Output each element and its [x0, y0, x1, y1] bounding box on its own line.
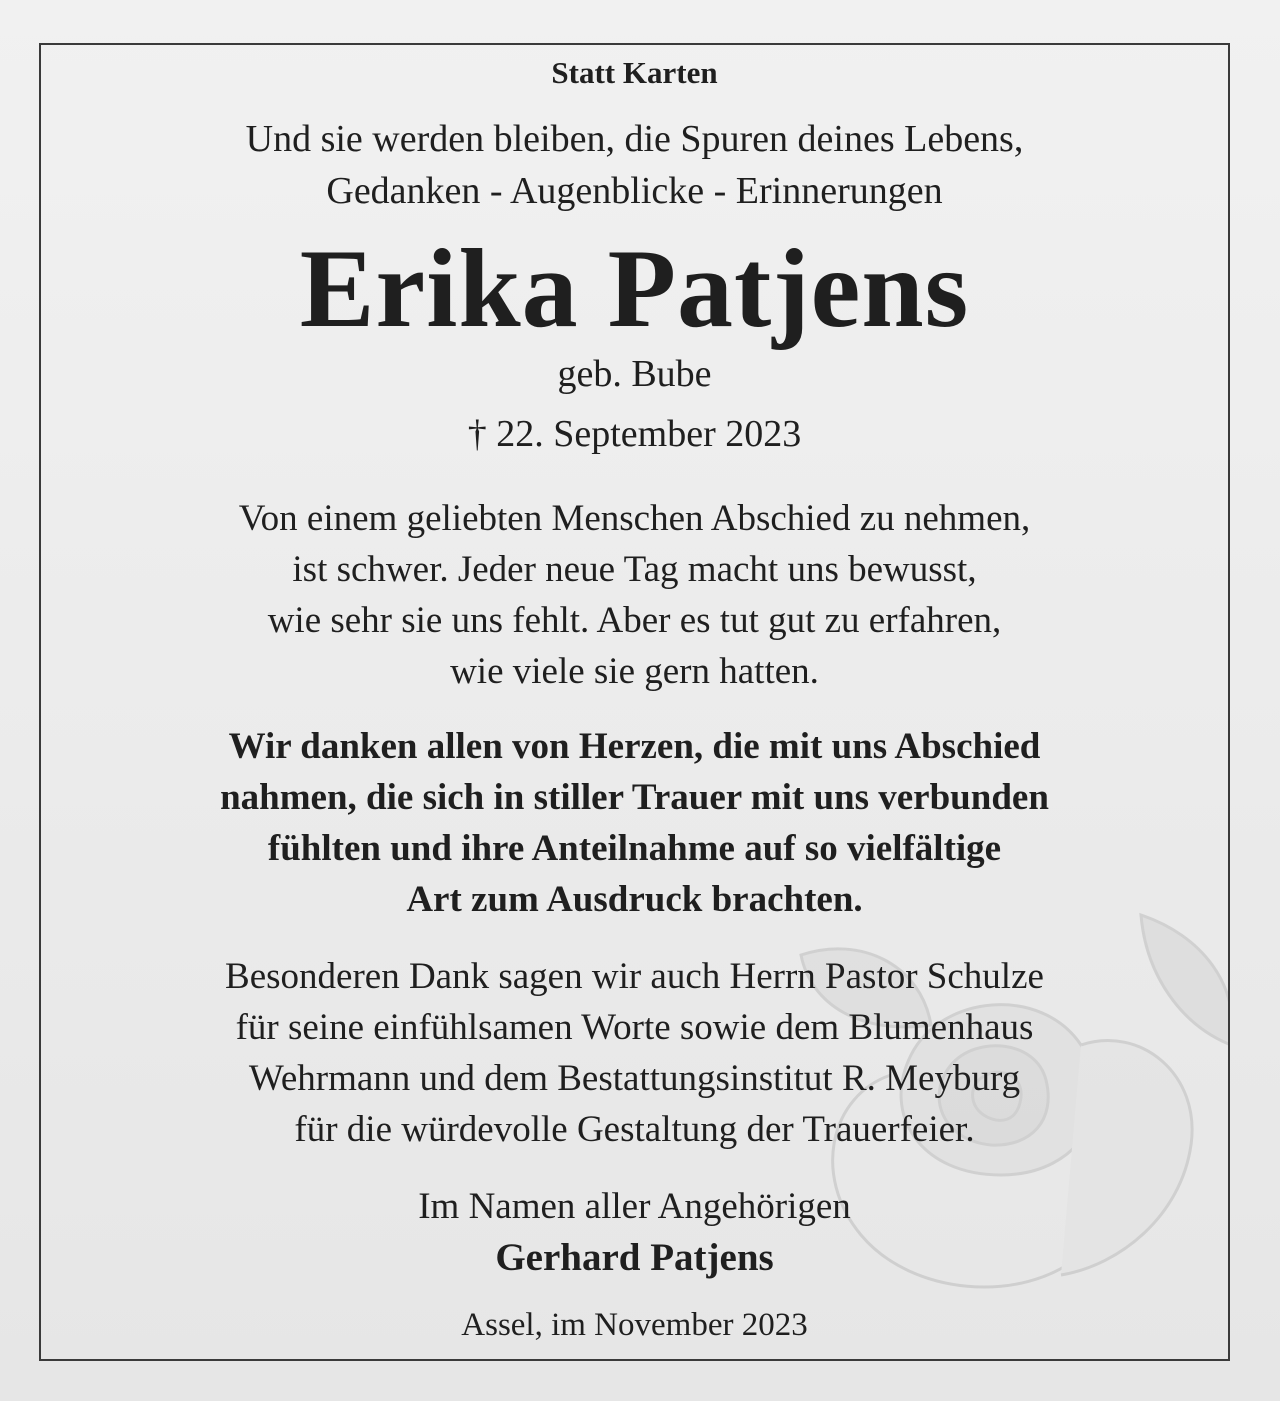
paragraph1-line-1: Von einem geliebten Menschen Abschied zu nehmen,: [238, 498, 1031, 539]
verse-line-2: Gedanken - Augenblicke - Erinnerungen: [326, 170, 943, 212]
verse-line-1: Und sie werden bleiben, die Spuren deines Lebens,: [245, 118, 1024, 160]
birth-name: geb. Bube: [557, 353, 712, 395]
paragraph1-line-2: ist schwer. Jeder neue Tag macht uns bewusst,: [292, 549, 977, 590]
death-date: † 22. September 2023: [467, 413, 802, 455]
paragraph2-line-3: fühlten und ihre Anteilnahme auf so vielfältige: [267, 828, 1002, 869]
paragraph2-line-4: Art zum Ausdruck brachten.: [406, 879, 863, 920]
paragraph3-line-4: für die würdevolle Gestaltung der Trauerfeier.: [294, 1109, 975, 1150]
paragraph3-line-3: Wehrmann und dem Bestattungsinstitut R. Meyburg: [248, 1058, 1021, 1099]
paragraph1-line-4: wie viele sie gern hatten.: [450, 651, 819, 692]
deceased-name: Erika Patjens: [299, 227, 970, 351]
paragraph2-line-1: Wir danken allen von Herzen, die mit uns Abschied: [228, 726, 1041, 767]
paragraph3-line-2: für seine einfühlsamen Worte sowie dem Blumenhaus: [235, 1007, 1034, 1048]
place-date: Assel, im November 2023: [461, 1307, 808, 1343]
paragraph3-line-1: Besonderen Dank sagen wir auch Herrn Pastor Schulze: [225, 956, 1044, 997]
paragraph2-line-2: nahmen, die sich in stiller Trauer mit uns verbunden: [220, 777, 1049, 818]
obituary-frame: [39, 43, 1230, 1361]
header-text: Statt Karten: [551, 55, 718, 90]
signature-intro: Im Namen aller Angehörigen: [418, 1186, 851, 1227]
paragraph1-line-3: wie sehr sie uns fehlt. Aber es tut gut zu erfahren,: [267, 600, 1002, 641]
signature-name: Gerhard Patjens: [495, 1236, 774, 1279]
